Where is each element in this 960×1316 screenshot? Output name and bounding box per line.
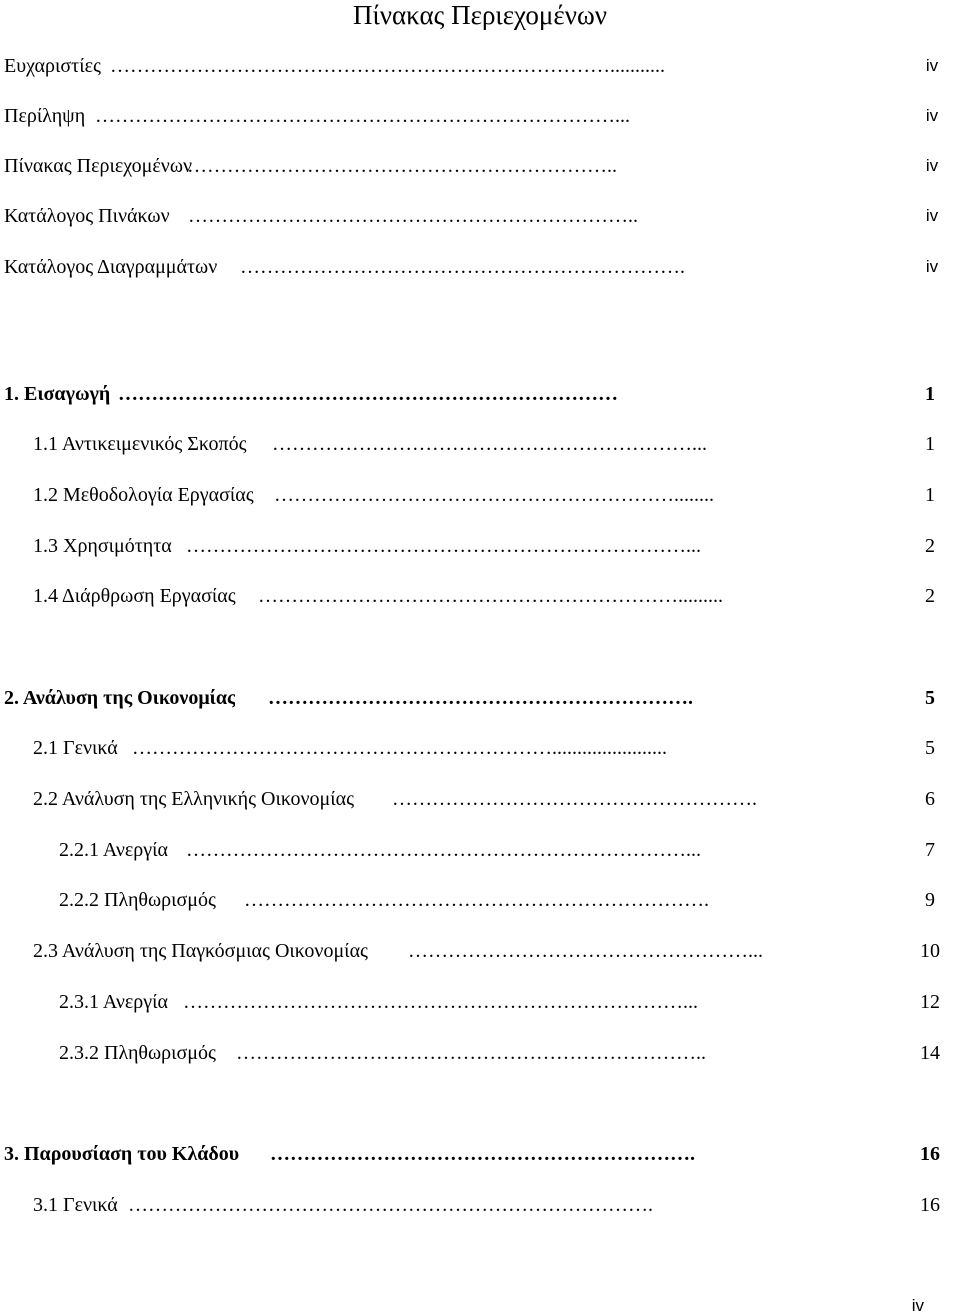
toc-entry[interactable] xyxy=(0,837,960,863)
toc-leader: ……………………………………………………………………... xyxy=(95,105,630,127)
toc-page-number: 7 xyxy=(925,839,935,861)
toc-entry[interactable] xyxy=(0,431,960,457)
toc-page-number: 16 xyxy=(920,1194,940,1216)
toc-entry[interactable] xyxy=(0,938,960,964)
toc-leader: ………………………………………………………... xyxy=(272,433,707,455)
toc-leader: ……………………………………………………….. xyxy=(187,155,617,177)
toc-leader: …………………………………………………………….. xyxy=(236,1042,706,1064)
toc-page-number: 1 xyxy=(925,484,935,506)
toc-entry-label: 3.1 Γενικά xyxy=(33,1194,118,1216)
toc-page-number: iv xyxy=(925,257,939,276)
toc-leader: …………………………………………………………………... xyxy=(186,839,701,861)
toc-entry-label: 1. Εισαγωγή xyxy=(4,383,111,405)
toc-leader: ……………………………………………………………………. xyxy=(128,1194,653,1216)
toc-entry[interactable] xyxy=(0,1192,960,1218)
toc-entry-label: 2.1 Γενικά xyxy=(33,737,118,759)
toc-entry[interactable] xyxy=(0,381,960,407)
toc-page-number: 5 xyxy=(925,687,935,709)
toc-entry-label: 2.3.1 Ανεργία xyxy=(59,991,168,1013)
toc-entry[interactable] xyxy=(0,989,960,1015)
toc-leader: …………………………………………………………………... xyxy=(183,991,698,1013)
toc-entry-label: Ευχαριστίες xyxy=(4,55,101,77)
toc-leader: …………………………………………………………………... xyxy=(186,535,701,557)
toc-page-number: iv xyxy=(925,56,939,75)
toc-leader: ………………………………………………………………… xyxy=(118,383,618,405)
toc-page-number: 2 xyxy=(925,535,935,557)
toc-entry[interactable] xyxy=(0,583,960,609)
toc-entry-label: 2. Ανάλυση της Οικονομίας xyxy=(4,687,236,709)
toc-page-number: 10 xyxy=(920,940,940,962)
toc-entry[interactable] xyxy=(0,254,960,280)
footer-page-number: iv xyxy=(911,1296,924,1315)
toc-entry-label: 1.2 Μεθοδολογία Εργασίας xyxy=(33,484,254,506)
toc-leader: ………………………………………………………....................... xyxy=(132,737,667,759)
toc-entry-label: 1.1 Αντικειμενικός Σκοπός xyxy=(33,433,247,455)
toc-entry[interactable] xyxy=(0,887,960,913)
toc-entry-label: 2.2.2 Πληθωρισμός xyxy=(59,889,216,911)
toc-leader: ……………………………………………... xyxy=(408,940,763,962)
toc-entry[interactable] xyxy=(0,153,960,179)
toc-page-number: 6 xyxy=(925,788,935,810)
toc-entry-label: 2.3 Ανάλυση της Παγκόσμιας Οικονομίας xyxy=(33,940,368,962)
toc-page-number: iv xyxy=(925,106,939,125)
toc-entry[interactable] xyxy=(0,786,960,812)
toc-entry[interactable] xyxy=(0,53,960,79)
toc-entry[interactable] xyxy=(0,735,960,761)
toc-entry[interactable] xyxy=(0,685,960,711)
toc-page-number: 1 xyxy=(925,433,935,455)
toc-page-number: 16 xyxy=(920,1143,940,1165)
toc-leader: ……………………………………………………………. xyxy=(244,889,709,911)
toc-entry-label: Κατάλογος Πινάκων xyxy=(4,205,170,227)
toc-page-number: 1 xyxy=(925,383,935,405)
toc-page-number: 2 xyxy=(925,585,935,607)
toc-page-number: 14 xyxy=(920,1042,940,1064)
toc-page-number: 9 xyxy=(925,889,935,911)
toc-entry-label: 1.3 Χρησιμότητα xyxy=(33,535,172,557)
toc-entry[interactable] xyxy=(0,203,960,229)
page-title: Πίνακας Περιεχομένων xyxy=(353,0,607,30)
toc-entry-label: 2.2.1 Ανεργία xyxy=(59,839,168,861)
toc-entry[interactable] xyxy=(0,103,960,129)
toc-entry[interactable] xyxy=(0,533,960,559)
toc-entry[interactable] xyxy=(0,482,960,508)
toc-page-number: iv xyxy=(925,156,939,175)
toc-page-number: iv xyxy=(925,206,939,225)
toc-leader: ………………………………………………………….. xyxy=(188,205,638,227)
toc-leader: ………………………………………………. xyxy=(392,788,757,810)
toc-entry-label: 2.2 Ανάλυση της Ελληνικής Οικονομίας xyxy=(33,788,355,810)
toc-leader: ……………………………………………………........ xyxy=(274,484,714,506)
toc-entry-label: Περίληψη xyxy=(4,105,86,127)
toc-entry[interactable] xyxy=(0,1040,960,1066)
toc-entry-label: 1.4 Διάρθρωση Εργασίας xyxy=(33,585,236,607)
toc-leader: ………………………………………………………......... xyxy=(258,585,723,607)
toc-entry[interactable] xyxy=(0,1141,960,1167)
toc-leader: ………………………………………………………. xyxy=(268,687,693,709)
toc-leader: …………………………………………………………………........... xyxy=(110,55,665,77)
toc-page-number: 5 xyxy=(925,737,935,759)
toc-entry-label: 3. Παρουσίαση του Κλάδου xyxy=(4,1143,240,1165)
toc-page-number: 12 xyxy=(920,991,940,1013)
toc-leader: …………………………………………………………. xyxy=(240,256,685,278)
toc-entry-label: Πίνακας Περιεχομένων xyxy=(4,155,193,177)
toc-entry-label: Κατάλογος Διαγραμμάτων xyxy=(4,256,218,278)
toc-leader: ………………………………………………………. xyxy=(270,1143,695,1165)
toc-entry-label: 2.3.2 Πληθωρισμός xyxy=(59,1042,216,1064)
